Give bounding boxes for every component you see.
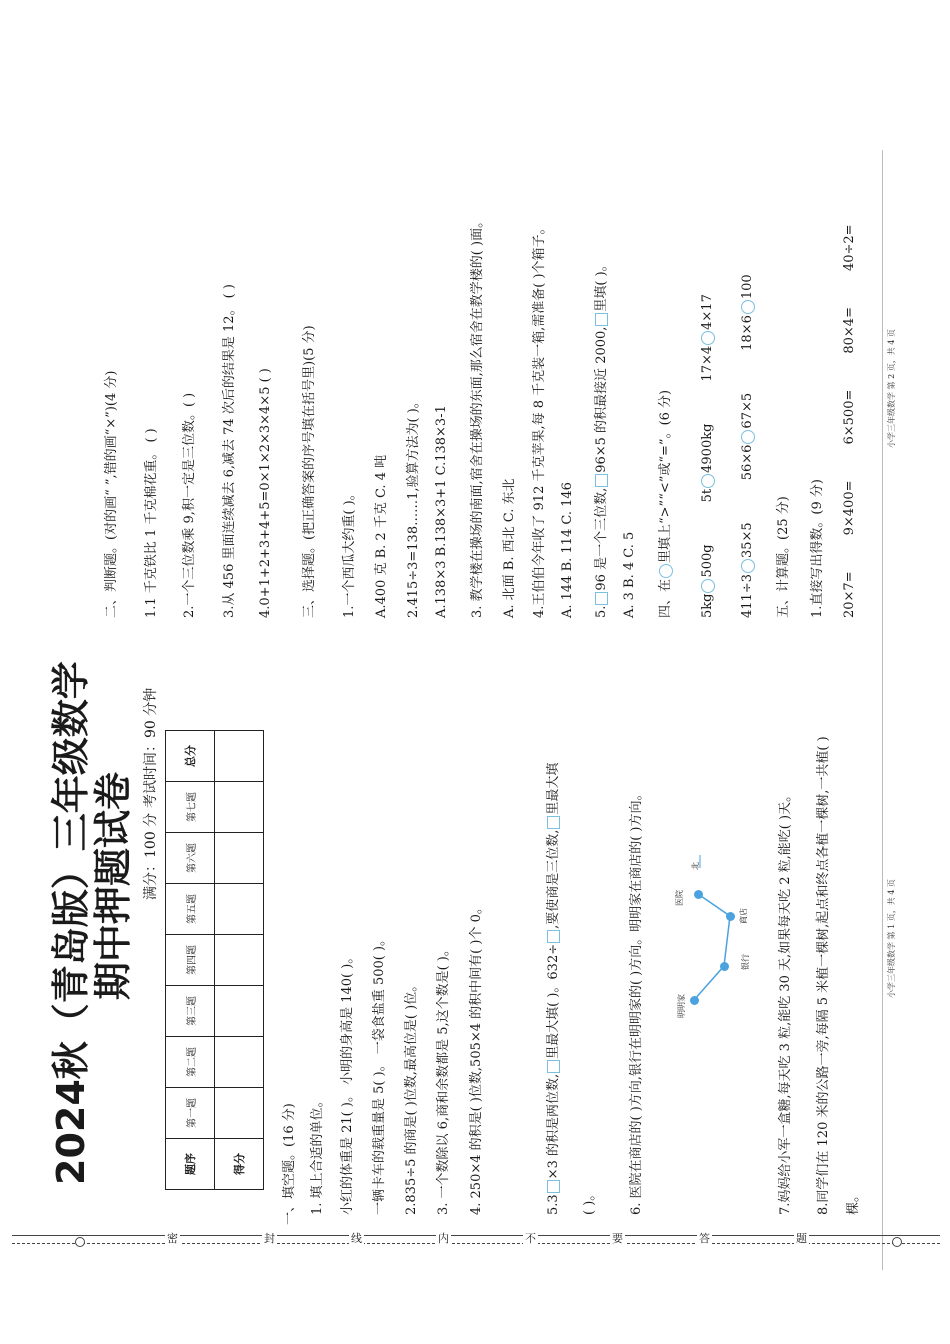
s4-item: 500g	[700, 544, 715, 578]
s3-q5-part: 96 是一个三位数,	[594, 487, 609, 591]
s4-heading-part: 里填上“>”“<”或“=”。(6 分)	[658, 389, 673, 563]
score-col-header: 第四题	[166, 935, 215, 986]
map-label-north: 北	[691, 862, 700, 870]
section3-heading: 三、选择题。(把正确答案的序号填在括号里)(5 分)	[302, 325, 317, 618]
s2-q3: 3.从 456 里面连续减去 6,减去 74 次后的结果是 12。 ( )	[222, 284, 237, 618]
exam-time: 考试时间：90 分钟	[143, 687, 159, 808]
s4-item: 56×6	[740, 444, 755, 481]
s4-item: 4900kg	[700, 423, 715, 473]
s3-q1-options: A.400 克 B. 2 千克 C. 4 吨	[374, 454, 389, 618]
seal-circle	[892, 1237, 902, 1247]
map-label-bank: 银行	[741, 954, 750, 970]
score-cell[interactable]	[215, 1037, 264, 1088]
s1-q7: 7.妈妈给小军一盒糖,每天吃 3 粒,能吃 30 天,如果每天吃 2 粒,能吃( )天。	[778, 788, 793, 1215]
s5-row	[842, 224, 857, 618]
calc-item: 80×4=	[842, 307, 857, 354]
answer-box[interactable]	[547, 930, 560, 943]
map-label-home: 明明家	[677, 994, 686, 1018]
calc-item: 20×7=	[842, 571, 857, 618]
answer-box[interactable]	[595, 474, 608, 487]
answer-box[interactable]	[547, 1180, 560, 1193]
s4-item: 411÷3	[740, 574, 755, 618]
section5-heading: 五、计算题。(25 分)	[776, 496, 791, 618]
score-cell[interactable]	[215, 731, 264, 782]
s1-q5-cont: ( )。	[582, 1187, 597, 1215]
score-col-header: 第六题	[166, 833, 215, 884]
s2-q4: 4.0+1+2+3+4+5=0×1×2×3×4×5 ( )	[258, 368, 273, 618]
s1-q4: 4. 250×4 的积是( )位数,505×4 的积中间有( )个 0。	[469, 901, 484, 1215]
s3-q5	[590, 258, 609, 618]
score-col-header: 第三题	[166, 986, 215, 1037]
score-cell[interactable]	[215, 935, 264, 986]
s3-q2: 2.415÷3=138……1,验算方法为( )。	[406, 395, 421, 618]
s1-q1: 1. 填上合适的单位。	[310, 1094, 325, 1215]
s1-q5-part: 5.3	[546, 1194, 561, 1215]
seal-label: 封	[264, 1232, 275, 1245]
seal-label: 密	[167, 1232, 178, 1245]
s1-q3: 3. 一个数除以 6,商和余数都是 5,这个数是( )。	[436, 943, 451, 1215]
answer-box[interactable]	[547, 816, 560, 829]
compare-circle[interactable]	[741, 559, 755, 573]
s1-q6: 6. 医院在商店的( )方向,银行在明明家的( )方向。明明家在商店的( )方向。	[629, 787, 644, 1215]
score-col-header: 第二题	[166, 1037, 215, 1088]
s3-q3: 3. 教学楼在操场的南面,宿舍在操场的东面,那么宿舍在教学楼的( )面。	[470, 214, 485, 618]
s4-row1	[700, 294, 715, 618]
s4-item: 18×6	[740, 315, 755, 351]
answer-box[interactable]	[547, 1060, 560, 1073]
score-row-label: 得分	[215, 1139, 264, 1190]
map-point-home	[690, 996, 699, 1005]
page1-footer: 小学三年级数学 第 1 页，共 4 页	[887, 879, 896, 998]
s2-q2: 2.一个三位数乘 9,积一定是三位数。( )	[182, 392, 197, 618]
s3-q4: 4.王伯伯今年收了 912 千克苹果,每 8 千克装一箱,需准备( )个箱子。	[532, 221, 547, 618]
exam-title-line1: 2024秋（青岛版）三年级数学	[49, 661, 93, 1185]
s3-q3-options: A. 北面 B. 西北 C. 东北	[502, 478, 517, 618]
score-cell[interactable]	[215, 833, 264, 884]
s1-q8-cont: 棵。	[846, 1188, 861, 1215]
s4-item: 4×17	[700, 294, 715, 330]
exam-title-line2: 期中押题试卷	[91, 771, 135, 1000]
s1-q5	[542, 763, 561, 1215]
score-cell[interactable]	[215, 1088, 264, 1139]
s1-q5-part: ×3 的积是两位数,	[546, 1073, 561, 1180]
score-col-header: 第五题	[166, 884, 215, 935]
score-col-header: 第七题	[166, 782, 215, 833]
section4-heading	[654, 390, 673, 618]
s4-item: 67×5	[740, 392, 755, 429]
s3-q5-options: A. 3 B. 4 C. 5	[622, 531, 637, 618]
compare-circle[interactable]	[741, 430, 755, 444]
calc-item: 9×400=	[842, 480, 857, 536]
page2-footer: 小学三年级数学 第 2 页，共 4 页	[887, 329, 896, 448]
score-cell[interactable]	[215, 884, 264, 935]
direction-map	[670, 850, 750, 1020]
seal-label: 答	[699, 1232, 710, 1245]
score-table	[165, 730, 264, 1190]
s3-q4-options: A. 144 B. 114 C. 146	[560, 482, 575, 618]
seal-label: 线	[351, 1232, 362, 1245]
calc-item: 40÷2=	[842, 224, 857, 272]
map-label-hospital: 医院	[675, 890, 684, 906]
s4-heading-part: 四、在	[658, 578, 673, 618]
seal-label: 内	[438, 1232, 449, 1245]
s1-q1a: 小红的体重是 21( )。 小明的身高是 140( )。	[340, 950, 355, 1215]
map-point-hospital	[694, 890, 703, 899]
seal-label: 不	[525, 1232, 536, 1245]
page-divider	[882, 150, 883, 1270]
compare-circle[interactable]	[659, 564, 673, 578]
seal-circle	[75, 1237, 85, 1247]
s3-q5-part: 96×5 的积最接近 2000,	[594, 326, 609, 473]
s4-row2	[740, 274, 755, 618]
answer-box[interactable]	[595, 592, 608, 605]
score-col-header: 题序	[166, 1139, 215, 1190]
seal-label: 要	[612, 1232, 623, 1245]
s3-q5-part: 里填( )。	[594, 258, 609, 312]
seal-label: 题	[796, 1232, 807, 1245]
s4-item: 5t	[700, 488, 715, 503]
s1-q8: 8.同学们在 120 米的公路一旁,每隔 5 米植一棵树,起点和终点各植一棵树,一共植( )	[816, 736, 831, 1215]
map-label-shop: 商店	[739, 908, 748, 924]
compare-circle[interactable]	[741, 300, 755, 314]
compare-circle[interactable]	[701, 474, 715, 488]
s1-q5-part: ,要使商是三位数,	[546, 829, 561, 929]
map-point-bank	[720, 962, 729, 971]
s4-item: 100	[740, 274, 755, 300]
section1-heading: 一、填空题。(16 分)	[282, 1103, 297, 1225]
score-col-header: 总分	[166, 731, 215, 782]
s2-q1: 1.1 千克铁比 1 千克棉花重。 ( )	[144, 428, 159, 618]
s4-item: 5kg	[700, 593, 715, 618]
score-cell[interactable]	[215, 986, 264, 1037]
s4-item: 35×5	[740, 522, 755, 559]
s3-q5-part: 5.	[594, 605, 609, 618]
compare-circle[interactable]	[701, 579, 715, 593]
map-point-shop	[726, 912, 735, 921]
compare-circle[interactable]	[701, 331, 715, 345]
s4-item: 17×4	[700, 345, 715, 382]
calc-item: 6×500=	[842, 389, 857, 445]
s1-q5-part: 里最大填( )。632÷	[546, 943, 561, 1059]
section2-heading: 二、判断题。(对的画“ ”,错的画“×”)(4 分)	[104, 370, 119, 618]
answer-box[interactable]	[595, 313, 608, 326]
s5-q1: 1.直接写出得数。(9 分)	[810, 479, 825, 618]
full-score: 满分：100 分	[143, 812, 159, 900]
s1-q1b: 一辆卡车的载重量是 5( )。 一袋食盐重 500( )。	[372, 932, 387, 1215]
s3-q2-options: A.138×3 B.138×3+1 C.138×3-1	[434, 405, 449, 618]
s1-q5-part: 里最大填	[546, 762, 561, 815]
s1-q2: 2.835÷5 的商是( )位数,最高位是( )位。	[404, 978, 419, 1215]
score-col-header: 第一题	[166, 1088, 215, 1139]
score-cell[interactable]	[215, 782, 264, 833]
s3-q1: 1.一个西瓜大约重( )。	[342, 487, 357, 618]
